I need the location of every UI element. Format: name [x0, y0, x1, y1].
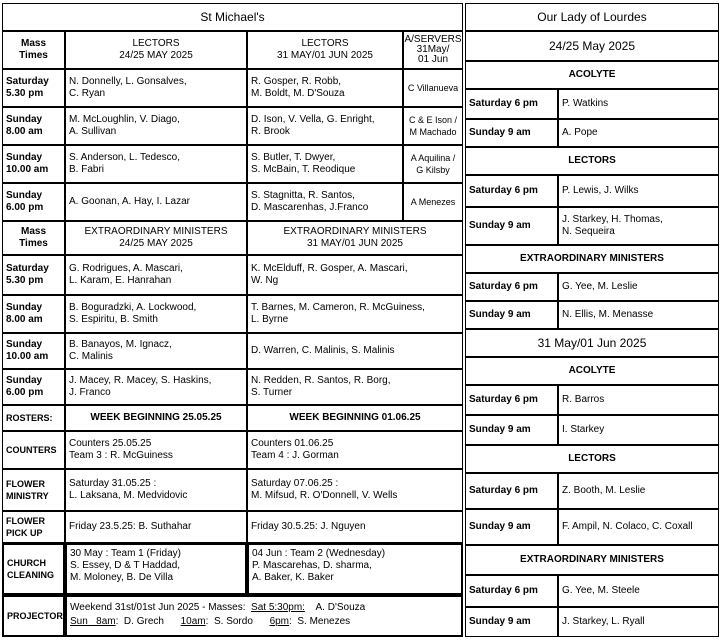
altar-servers-cell: C Villanueva [403, 69, 463, 107]
lourdes-acolyte-header: ACOLYTE [465, 61, 719, 89]
lourdes-acolyte-sun-w1: A. Pope [558, 119, 719, 147]
lourdes-time-saturday: Saturday 6 pm [465, 385, 558, 415]
lourdes-time-sunday: Sunday 9 am [465, 119, 558, 147]
lourdes-lectors-sun-w1: J. Starkey, H. Thomas, N. Sequeira [558, 207, 719, 245]
flower-pickup-week2: Friday 30.5.25: J. Nguyen [247, 511, 463, 543]
church-cleaning-label: CHURCH CLEANING [2, 543, 65, 595]
lectors-row-week2: R. Gosper, R. Robb, M. Boldt, M. D'Souza [247, 69, 403, 107]
lectors-mass-times-header: Mass Times [2, 31, 65, 69]
lourdes-date-week2: 31 May/01 Jun 2025 [465, 329, 719, 357]
lourdes-time-sunday: Sunday 9 am [465, 207, 558, 245]
lourdes-acolyte-sat-w2: R. Barros [558, 385, 719, 415]
lectors-row-week2: D. Ison, V. Vella, G. Enright, R. Brook [247, 107, 403, 145]
projector-sun10-label: 10am [180, 616, 206, 627]
altar-servers-cell: A Aquilina / G Kilsby [403, 145, 463, 183]
lourdes-ministers-sat-w2: G. Yee, M. Steele [558, 575, 719, 607]
ministers-row-week1: J. Macey, R. Macey, S. Haskins, J. Franco [65, 369, 247, 405]
lourdes-title: Our Lady of Lourdes [465, 3, 719, 31]
ministers-row-week2: N. Redden, R. Santos, R. Borg, S. Turner [247, 369, 463, 405]
lourdes-date-week1: 24/25 May 2025 [465, 31, 719, 61]
ministers-row-time: Saturday 5.30 pm [2, 255, 65, 295]
lectors-col2-header: LECTORS 31 MAY/01 JUN 2025 [247, 31, 403, 69]
ministers-row-week1: G. Rodrigues, A. Mascari, L. Karam, E. Hanrahan [65, 255, 247, 295]
lectors-col1-header: LECTORS 24/25 MAY 2025 [65, 31, 247, 69]
projector-sun6-name: : S. Menezes [289, 616, 351, 627]
lourdes-time-sunday: Sunday 9 am [465, 301, 558, 329]
lourdes-time-saturday: Saturday 6 pm [465, 175, 558, 207]
cleaning-week2-team: P. Mascarehas, D. sharma, A. Baker, K. Baker [252, 560, 372, 583]
rosters-label: ROSTERS: [2, 405, 65, 431]
lourdes-ministers-sat-w1: G. Yee, M. Leslie [558, 273, 719, 301]
projector-sun8-label: Sun 8am [70, 616, 116, 627]
ministers-row-time: Sunday 10.00 am [2, 333, 65, 369]
lourdes-ministers-header: EXTRAORDINARY MINISTERS [465, 245, 719, 273]
projector-sat-label: Sat 5:30pm: [251, 602, 305, 613]
lourdes-time-saturday: Saturday 6 pm [465, 89, 558, 119]
projector-sun10-name: : S. Sordo [205, 616, 253, 627]
lourdes-time-saturday: Saturday 6 pm [465, 473, 558, 509]
altar-servers-header: A/SERVERS 31May/ 01 Jun [403, 31, 463, 69]
lectors-row-time: Sunday 6.00 pm [2, 183, 65, 221]
lectors-row-week1: M. McLoughlin, V. Diago, A. Sullivan [65, 107, 247, 145]
flower-ministry-week1: Saturday 31.05.25 : L. Laksana, M. Medvidovic [65, 469, 247, 511]
projector-sun8-name: : D. Grech [115, 616, 164, 627]
lectors-row-week1: N. Donnelly, L. Gonsalves, C. Ryan [65, 69, 247, 107]
lourdes-lectors-header: LECTORS [465, 445, 719, 473]
lourdes-time-sunday: Sunday 9 am [465, 509, 558, 545]
lourdes-time-sunday: Sunday 9 am [465, 607, 558, 637]
counters-week1: Counters 25.05.25 Team 3 : R. McGuiness [65, 431, 247, 469]
ministers-col1-header: EXTRAORDINARY MINISTERS 24/25 MAY 2025 [65, 221, 247, 255]
projector-weekend-text: Weekend 31st/01st Jun 2025 - Masses: [70, 602, 252, 613]
flower-pickup-label: FLOWER PICK UP [2, 511, 65, 543]
flower-pickup-week1: Friday 23.5.25: B. Suthahar [65, 511, 247, 543]
lourdes-acolyte-sun-w2: I. Starkey [558, 415, 719, 445]
lectors-row-week1: S. Anderson, L. Tedesco, B. Fabri [65, 145, 247, 183]
lourdes-acolyte-header: ACOLYTE [465, 357, 719, 385]
ministers-row-week2: D. Warren, C. Malinis, S. Malinis [247, 333, 463, 369]
lourdes-ministers-sun-w2: J. Starkey, L. Ryall [558, 607, 719, 637]
counters-label: COUNTERS [2, 431, 65, 469]
counters-week2: Counters 01.06.25 Team 4 : J. Gorman [247, 431, 463, 469]
lectors-row-time: Sunday 8.00 am [2, 107, 65, 145]
altar-servers-cell: A Menezes [403, 183, 463, 221]
cleaning-week1-team: S. Essey, D & T Haddad, M. Moloney, B. De Villa [70, 560, 181, 583]
lourdes-time-sunday: Sunday 9 am [465, 415, 558, 445]
projector-label: PROJECTOR [2, 595, 65, 637]
lourdes-ministers-sun-w1: N. Ellis, M. Menasse [558, 301, 719, 329]
lourdes-lectors-header: LECTORS [465, 147, 719, 175]
projector-sun6-label: 6pm [269, 616, 290, 627]
lectors-row-week2: S. Stagnitta, R. Santos, D. Mascarenhas, J.Franco [247, 183, 403, 221]
ministers-col2-header: EXTRAORDINARY MINISTERS 31 MAY/01 JUN 2025 [247, 221, 463, 255]
projector-sat-name: A. D'Souza [304, 602, 366, 613]
altar-servers-cell: C & E Ison / M Machado [403, 107, 463, 145]
ministers-row-time: Sunday 6.00 pm [2, 369, 65, 405]
cleaning-week2 [247, 543, 463, 595]
lourdes-lectors-sat-w2: Z. Booth, M. Leslie [558, 473, 719, 509]
lourdes-lectors-sat-w1: P. Lewis, J. Wilks [558, 175, 719, 207]
ministers-row-week1: B. Boguradzki, A. Lockwood, S. Espiritu, B. Smith [65, 295, 247, 333]
ministers-row-time: Sunday 8.00 am [2, 295, 65, 333]
projector-schedule [65, 595, 463, 637]
st-michaels-title: St Michael's [2, 3, 463, 31]
lourdes-ministers-header: EXTRAORDINARY MINISTERS [465, 545, 719, 575]
lectors-row-week2: S. Butler, T. Dwyer, S. McBain, T. Reodique [247, 145, 403, 183]
lectors-row-time: Saturday 5.30 pm [2, 69, 65, 107]
cleaning-week1 [65, 543, 247, 595]
rosters-week1-header: WEEK BEGINNING 25.05.25 [65, 405, 247, 431]
flower-ministry-week2: Saturday 07.06.25 : M. Mifsud, R. O'Donnell, V. Wells [247, 469, 463, 511]
flower-ministry-label: FLOWER MINISTRY [2, 469, 65, 511]
ministers-mass-times-header: Mass Times [2, 221, 65, 255]
lourdes-acolyte-sat-w1: P. Watkins [558, 89, 719, 119]
lourdes-lectors-sun-w2: F. Ampil, N. Colaco, C. Coxall [558, 509, 719, 545]
rosters-week2-header: WEEK BEGINNING 01.06.25 [247, 405, 463, 431]
ministers-row-week2: K. McElduff, R. Gosper, A. Mascari, W. Ng [247, 255, 463, 295]
lourdes-time-saturday: Saturday 6 pm [465, 575, 558, 607]
lourdes-time-saturday: Saturday 6 pm [465, 273, 558, 301]
cleaning-week2-title: 04 Jun : Team 2 (Wednesday) [252, 548, 386, 559]
cleaning-week1-title: 30 May : Team 1 (Friday) [70, 548, 181, 559]
ministers-row-week1: B. Banayos, M. Ignacz, C. Malinis [65, 333, 247, 369]
ministers-row-week2: T. Barnes, M. Cameron, R. McGuiness, L. Byrne [247, 295, 463, 333]
lectors-row-week1: A. Goonan, A. Hay, I. Lazar [65, 183, 247, 221]
lectors-row-time: Sunday 10.00 am [2, 145, 65, 183]
